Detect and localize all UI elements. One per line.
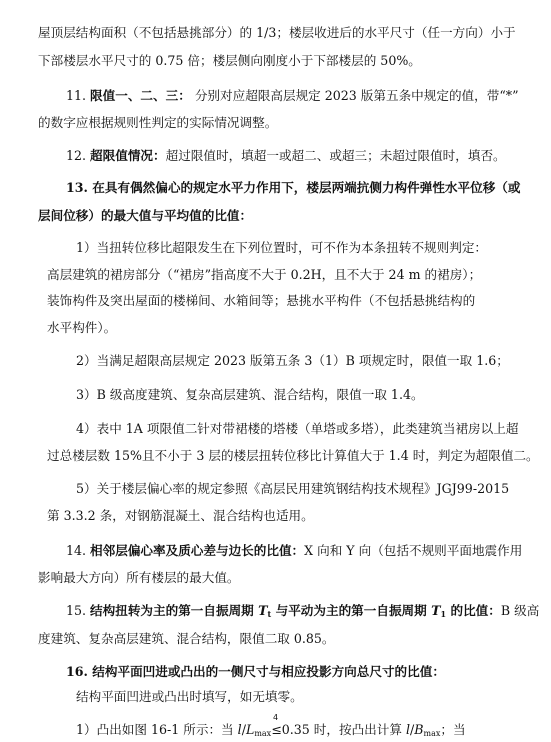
text-line: 1）凸出如图 16-1 所示：当 $l/L_{max}\le 0.35$ 时，按凸出计算 $l/B_{max}$；当 — [76, 722, 466, 738]
item-13-heading: 13. 在具有偶然偏心的规定水平力作用下，楼层两端抗侧力构件弹性水平位移（或 — [66, 180, 521, 195]
text-line: 的数字应根据规则性判定的实际情况调整。 — [38, 115, 278, 130]
text-line: 屋顶层结构面积（不包括悬挑部分）的 1/3；楼层收进后的水平尺寸（任一方向）小于 — [38, 25, 516, 40]
item-11: 11. 限值一、二、三： 分别对应超限高层规定 2023 版第五条中规定的值，带“*” — [66, 88, 519, 103]
text-line: 结构平面凹进或凸出时填写，如无填零。 — [76, 689, 303, 704]
text-line: 水平构件）。 — [47, 320, 117, 335]
text-line: 4）表中 1A 项限值二针对带裙楼的塔楼（单塔或多塔），此类建筑当裙房以上超 — [76, 421, 519, 436]
text-line: 装饰构件及突出屋面的楼梯间、水箱间等；悬挑水平构件（不包括悬挑结构的 — [47, 293, 476, 308]
text-line: 过总楼层数 15%且不小于 3 层的楼层扭转位移比计算值大于 1.4 时，判定为超限值二。 — [47, 448, 539, 463]
item-14: 14. 相邻层偏心率及质心差与边长的比值：X 向和 Y 向（包括不规则平面地震作用 — [66, 543, 523, 558]
item-15: 15. 结构扭转为主的第一自振周期 $T_t$ 与平动为主的第一自振周期 $T_1$ 的比值：B 级高 — [66, 603, 540, 619]
text-line: 第 3.3.2 条，对钢筋混凝土、混合结构也适用。 — [47, 508, 314, 523]
text-line: 1）当扭转位移比超限发生在下列位置时，可不作为本条扭转不规则判定： — [76, 240, 488, 255]
item-13-heading: 层间位移）的最大值与平均值的比值： — [38, 208, 253, 223]
text-line: 2）当满足超限高层规定 2023 版第五条 3（1）B 项规定时，限值一取 1.6； — [76, 353, 509, 368]
text-line: 度建筑、复杂高层建筑、混合结构，限值二取 0.85。 — [38, 631, 335, 646]
text-line: 高层建筑的裙房部分（“裙房”指高度不大于 0.2H，且不大于 24 m 的裙房）； — [47, 267, 482, 282]
text-line: 影响最大方向）所有楼层的最大值。 — [38, 570, 240, 585]
text-line: 3）B 级高度建筑、复杂高层建筑、混合结构，限值一取 1.4。 — [76, 387, 424, 402]
item-16-heading: 16. 结构平面凹进或凸出的一侧尺寸与相应投影方向总尺寸的比值： — [66, 664, 445, 679]
text-line: 5）关于楼层偏心率的规定参照《高层民用建筑钢结构技术规程》JGJ99-2015 — [76, 481, 510, 496]
item-12: 12. 超限值情况：超过限值时，填超一或超二、或超三；未超过限值时，填否。 — [66, 148, 506, 163]
page-number: 4 — [272, 713, 279, 722]
text-line: 下部楼层水平尺寸的 0.75 倍；楼层侧向刚度小于下部楼层的 50%。 — [38, 53, 421, 68]
